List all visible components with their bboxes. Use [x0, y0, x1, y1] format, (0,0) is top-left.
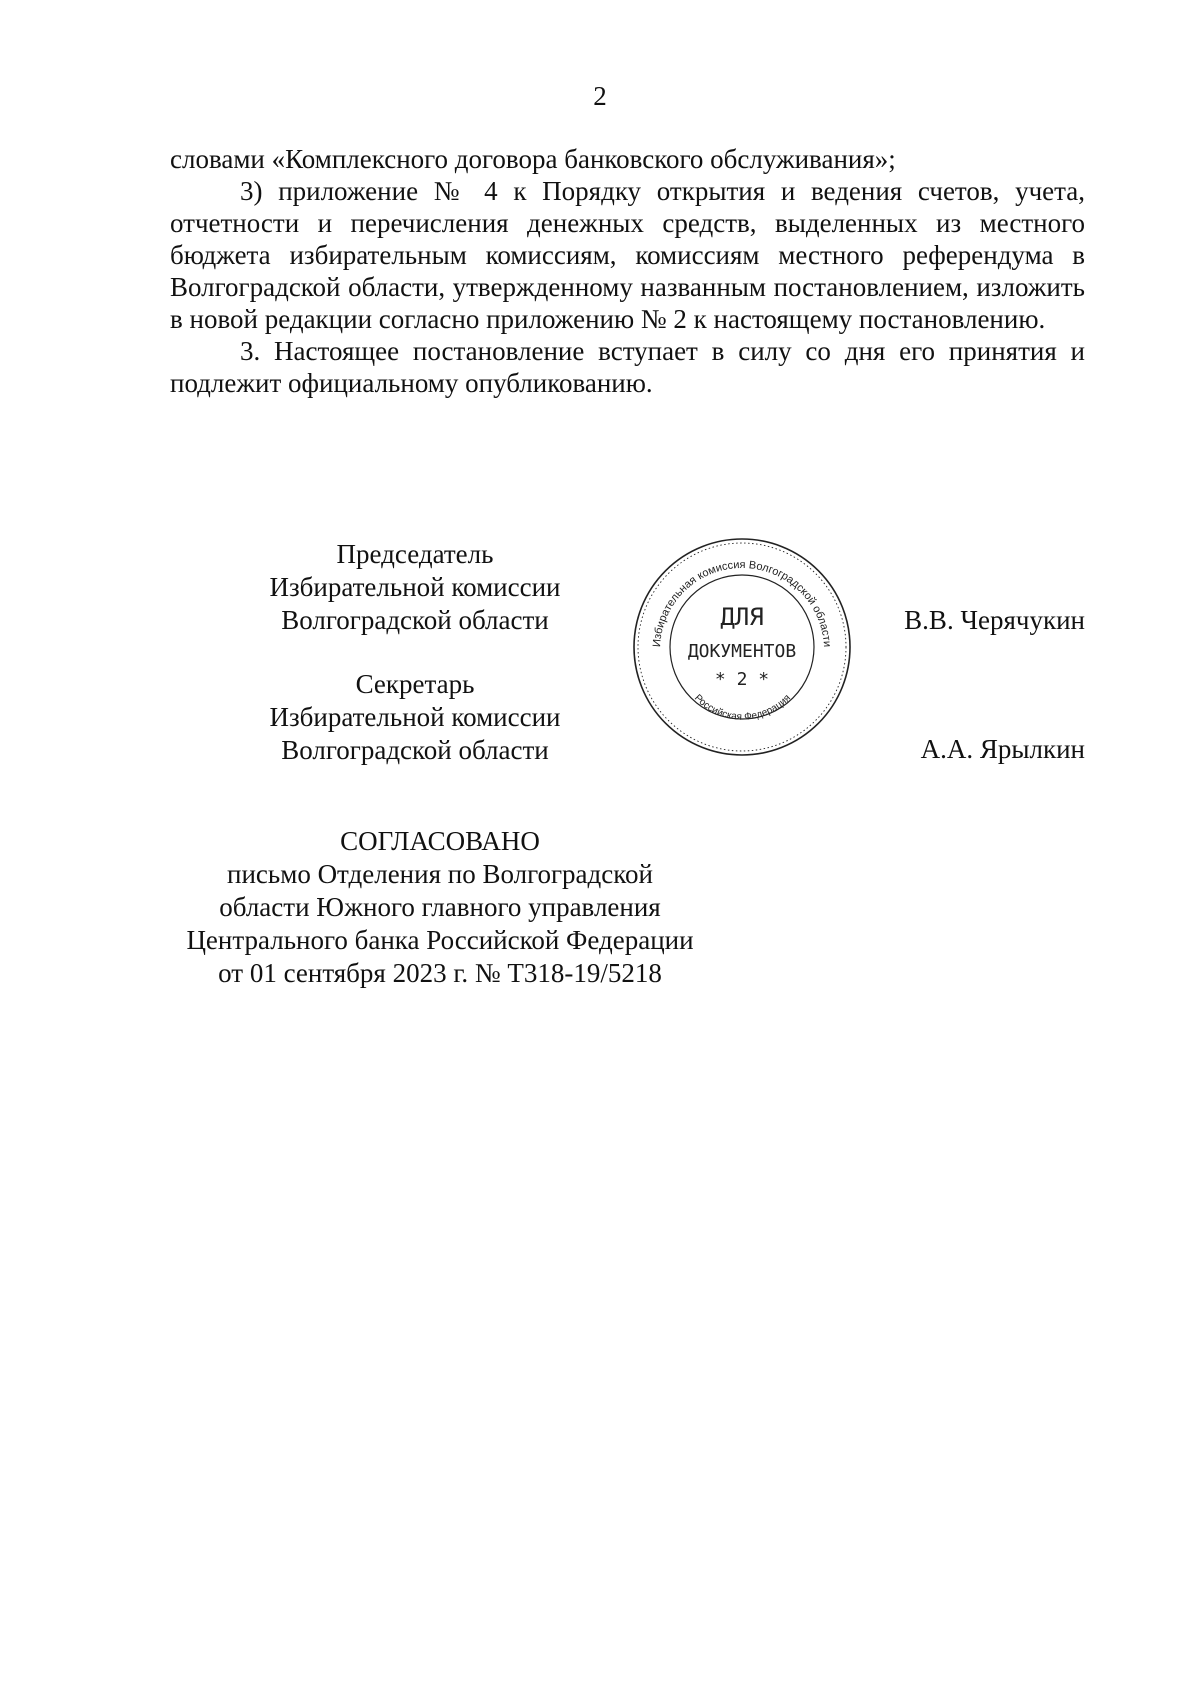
official-stamp — [630, 535, 855, 760]
chairman-title-line: Избирательной комиссии — [269, 572, 561, 602]
agreement-block — [150, 825, 730, 990]
secretary-title-line: Волгоградской области — [281, 735, 549, 765]
chairman-title-line: Председатель — [336, 539, 494, 569]
paragraph-item-3: 3) приложение № 4 к Порядку открытия и ведения счетов, учета, отчетности и перечисления денежных средств, выделенных из местного бюджета избирательным комиссиям, комиссиям местного референдума в Волгоградской области, утвержденному названным постановлением, изложить в новой редакции согласно приложению № 2 к настоящему постановлению. — [170, 176, 1085, 334]
agreement-line: от 01 сентября 2023 г. № Т318-19/5218 — [218, 958, 662, 988]
body-text — [170, 143, 1085, 399]
stamp-center-line-3: * 2 * — [714, 669, 770, 690]
secretary-title-line: Избирательной комиссии — [269, 702, 561, 732]
chairman-title — [230, 538, 600, 637]
chairman-title-line: Волгоградской области — [281, 605, 549, 635]
agreement-line: Центрального банка Российской Федерации — [186, 925, 694, 955]
chairman-name: В.В. Черячукин — [904, 605, 1085, 635]
secretary-title — [230, 668, 600, 767]
paragraph-point-3: 3. Настоящее постановление вступает в силу со дня его принятия и подлежит официальному опубликованию. — [170, 336, 1085, 398]
agreement-line: области Южного главного управления — [219, 892, 661, 922]
agreement-heading: СОГЛАСОВАНО — [340, 826, 540, 856]
page-number: 2 — [593, 81, 607, 111]
secretary-name: А.А. Ярылкин — [920, 734, 1085, 764]
stamp-center-line-1: ДЛЯ — [720, 603, 764, 631]
stamp-bottom-text: Российская Федерация — [692, 692, 793, 723]
agreement-line: письмо Отделения по Волгоградской — [227, 859, 653, 889]
stamp-center-line-2: ДОКУМЕНТОВ — [687, 641, 797, 662]
secretary-title-line: Секретарь — [355, 669, 475, 699]
paragraph-continuation: словами «Комплексного договора банковского обслуживания»; — [170, 144, 896, 174]
stamp-ring-text: Избирательная комиссия Волгоградской области — [650, 558, 833, 648]
